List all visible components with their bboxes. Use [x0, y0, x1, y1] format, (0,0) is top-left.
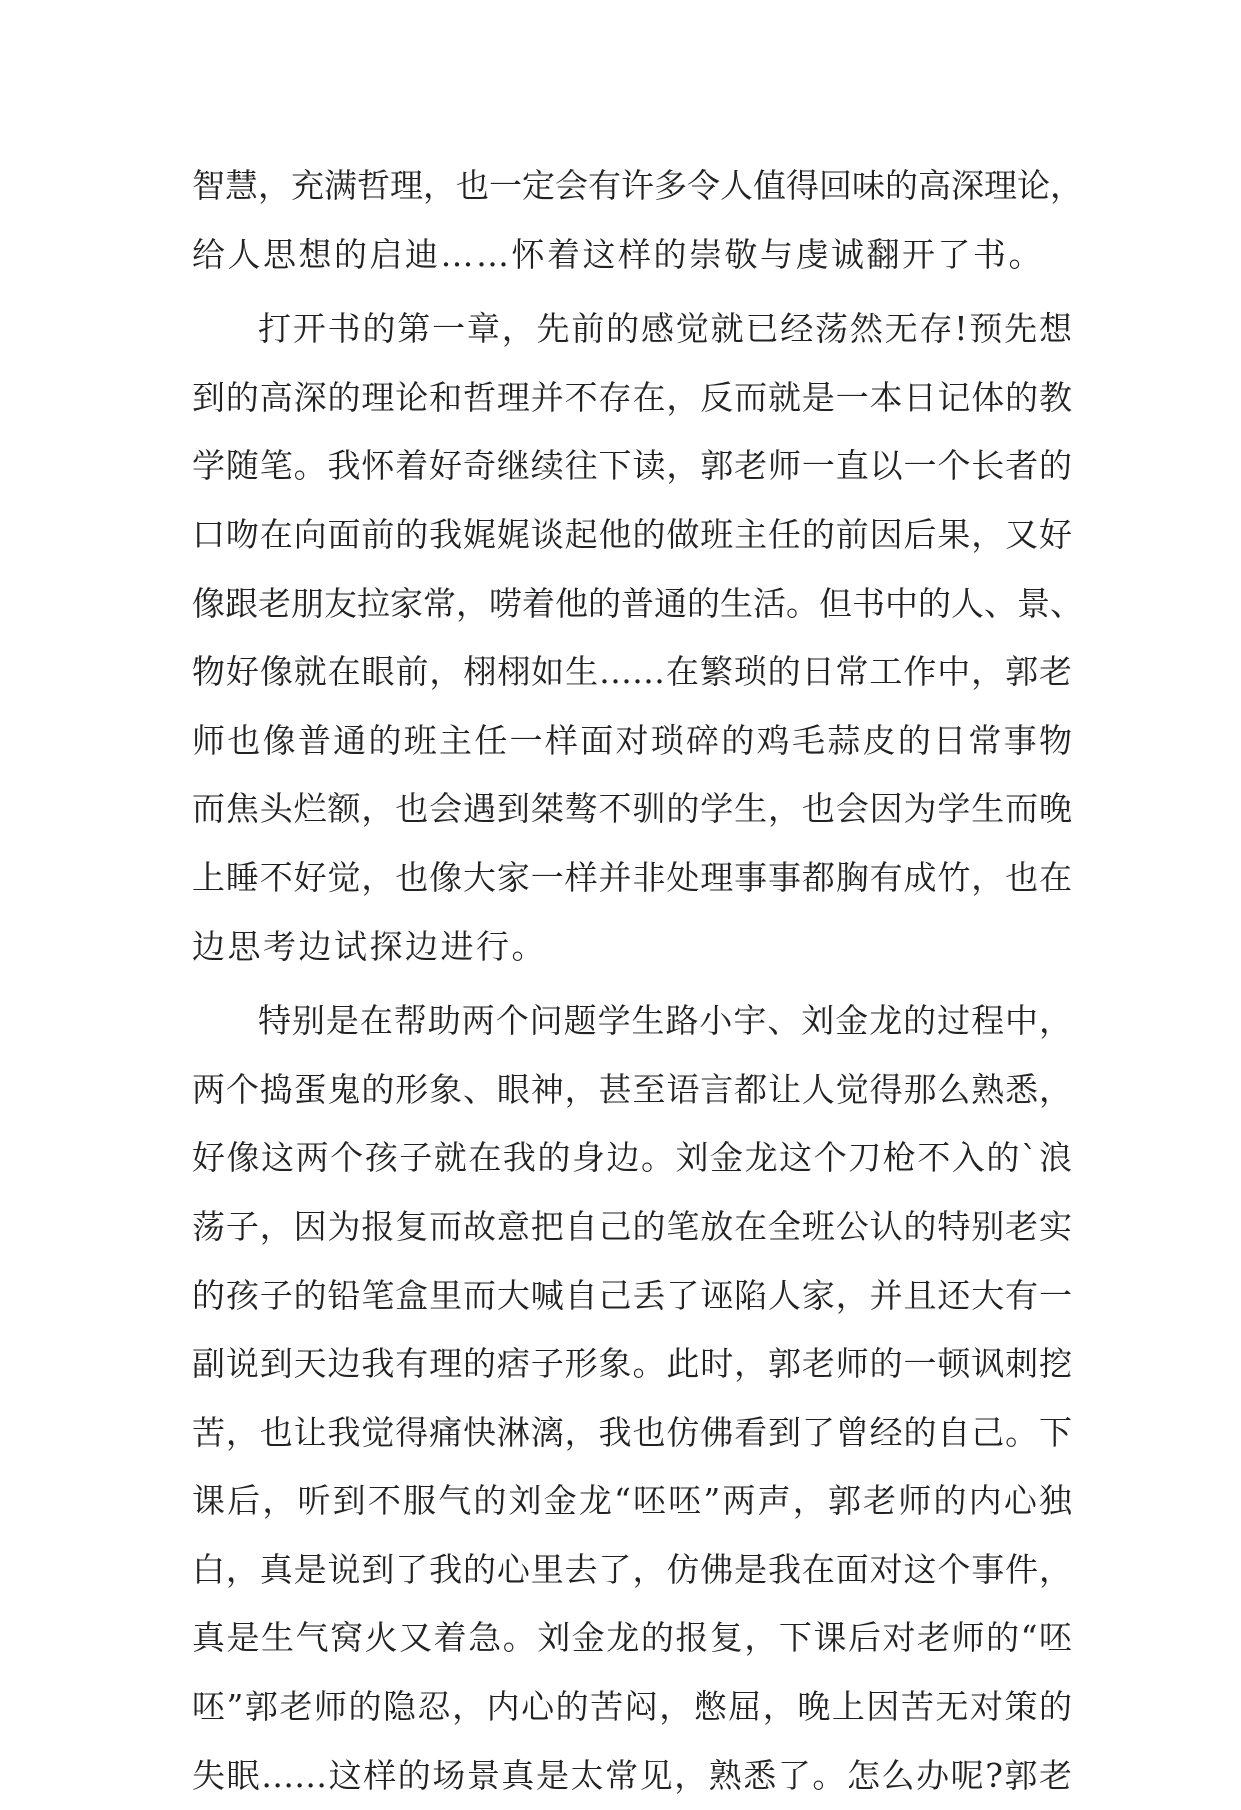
text-line: 特别是在帮助两个问题学生路小宇、刘金龙的过程中，	[258, 1001, 1072, 1041]
text-line: 上睡不好觉，也像大家一样并非处理事事都胸有成竹，也在	[192, 857, 1072, 897]
text-line: 学随笔。我怀着好奇继续往下读，郭老师一直以一个长者的	[192, 446, 1072, 486]
text-line: 呸”郭老师的隐忍，内心的苦闷，憋屈，晚上因苦无对策的	[192, 1687, 1072, 1727]
text-line: 课后，听到不服气的刘金龙“呸呸”两声，郭老师的内心独	[192, 1481, 1072, 1521]
text-line: 师也像普通的班主任一样面对琐碎的鸡毛蒜皮的日常事物	[192, 720, 1072, 760]
text-line: 打开书的第一章，先前的感觉就已经荡然无存!预先想	[258, 309, 1072, 349]
text-line: 两个捣蛋鬼的形象、眼神，甚至语言都让人觉得那么熟悉，	[192, 1069, 1072, 1109]
text-line: 失眠……这样的场景真是太常见，熟悉了。怎么办呢?郭老	[192, 1755, 1072, 1795]
text-line: 副说到天边我有理的痞子形象。此时，郭老师的一顿讽刺挖	[192, 1344, 1072, 1384]
text-line: 给人思想的启迪……怀着这样的崇敬与虔诚翻开了书。	[192, 234, 1044, 274]
text-line: 真是生气窝火又着急。刘金龙的报复，下课后对老师的“呸	[192, 1618, 1072, 1658]
text-line: 到的高深的理论和哲理并不存在，反而就是一本日记体的教	[192, 377, 1072, 417]
text-line: 白，真是说到了我的心里去了，仿佛是我在面对这个事件，	[192, 1549, 1072, 1589]
text-line: 好像这两个孩子就在我的身边。刘金龙这个刀枪不入的`浪	[192, 1138, 1072, 1178]
text-line: 口吻在向面前的我娓娓谈起他的做班主任的前因后果，又好	[192, 514, 1072, 554]
text-line: 物好像就在眼前，栩栩如生……在繁琐的日常工作中，郭老	[192, 652, 1072, 692]
text-line: 智慧，充满哲理，也一定会有许多令人值得回味的高深理论，	[192, 166, 1083, 205]
body-text	[192, 152, 1083, 1810]
text-line: 边思考边试探边进行。	[192, 926, 547, 966]
text-line: 荡子，因为报复而故意把自己的笔放在全班公认的特别老实	[192, 1206, 1072, 1246]
text-line: 的孩子的铅笔盒里而大喊自己丢了诬陷人家，并且还大有一	[192, 1275, 1072, 1315]
text-line: 苦，也让我觉得痛快淋漓，我也仿佛看到了曾经的自己。下	[192, 1412, 1072, 1452]
text-line: 像跟老朋友拉家常，唠着他的普通的生活。但书中的人、景、	[192, 583, 1083, 623]
text-line: 而焦头烂额，也会遇到桀骜不驯的学生，也会因为学生而晚	[192, 789, 1072, 829]
